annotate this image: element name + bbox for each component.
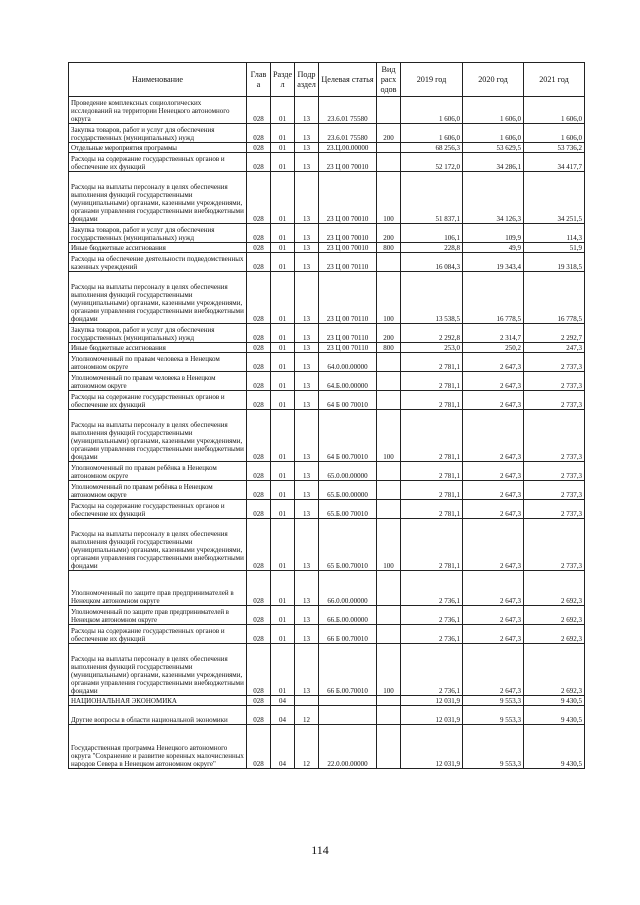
row-2021: 34 417,7 (524, 153, 585, 172)
row-statya: 64.0.00.00000 (319, 353, 377, 372)
row-razdel: 01 (271, 153, 295, 172)
row-2020: 2 647,3 (463, 519, 524, 571)
row-glava: 028 (247, 143, 271, 153)
table-row (69, 172, 585, 224)
table-row (69, 462, 585, 481)
row-razdel: 01 (271, 571, 295, 606)
row-2021: 2 737,3 (524, 481, 585, 500)
row-name: Уполномоченный по правам ребёнка в Ненецком автономном округе (69, 462, 247, 481)
row-2021: 2 737,3 (524, 353, 585, 372)
row-vid (377, 481, 401, 500)
table-row (69, 410, 585, 462)
row-vid: 800 (377, 343, 401, 353)
row-2021: 9 430,5 (524, 725, 585, 769)
row-2019: 1 606,0 (401, 97, 463, 124)
row-glava: 028 (247, 253, 271, 272)
row-name: Закупка товаров, работ и услуг для обеспечения государственных (муниципальных) нужд (69, 224, 247, 243)
table-row (69, 372, 585, 391)
row-2020: 1 606,0 (463, 97, 524, 124)
row-glava: 028 (247, 172, 271, 224)
row-name: Отдельные мероприятия программы (69, 143, 247, 153)
row-2021: 53 736,2 (524, 143, 585, 153)
row-glava: 028 (247, 725, 271, 769)
row-2020: 2 647,3 (463, 481, 524, 500)
row-razdel: 01 (271, 500, 295, 519)
row-vid (377, 353, 401, 372)
row-2021: 247,3 (524, 343, 585, 353)
row-2021: 1 606,0 (524, 124, 585, 143)
row-podrazdel: 13 (295, 644, 319, 696)
header-2020: 2020 год (463, 63, 524, 97)
row-2019: 2 736,1 (401, 571, 463, 606)
row-2019: 228,8 (401, 243, 463, 253)
table-row (69, 343, 585, 353)
row-2020: 2 314,7 (463, 324, 524, 343)
row-2019: 2 292,8 (401, 324, 463, 343)
row-name: Государственная программа Ненецкого автономного округа "Сохранение и развитие коренных малочисленных народов Севера в Ненецком автономном округе" (69, 725, 247, 769)
row-vid (377, 153, 401, 172)
row-2020: 2 647,3 (463, 644, 524, 696)
row-podrazdel: 13 (295, 97, 319, 124)
row-2019: 2 781,1 (401, 372, 463, 391)
row-2020: 9 553,3 (463, 706, 524, 725)
row-2020: 2 647,3 (463, 372, 524, 391)
row-razdel: 01 (271, 644, 295, 696)
row-podrazdel: 13 (295, 519, 319, 571)
row-statya: 23 Ц 00 70110 (319, 324, 377, 343)
row-2021: 2 692,3 (524, 644, 585, 696)
row-2021: 2 692,3 (524, 606, 585, 625)
row-razdel: 01 (271, 172, 295, 224)
row-2019: 2 781,1 (401, 462, 463, 481)
row-2021: 2 737,3 (524, 519, 585, 571)
row-razdel: 01 (271, 353, 295, 372)
row-2021: 2 737,3 (524, 462, 585, 481)
row-name: Уполномоченный по правам ребёнка в Ненецком автономном округе (69, 481, 247, 500)
table-row (69, 153, 585, 172)
row-statya (319, 706, 377, 725)
row-2019: 2 781,1 (401, 519, 463, 571)
row-glava: 028 (247, 343, 271, 353)
row-2020: 2 647,3 (463, 391, 524, 410)
row-glava: 028 (247, 606, 271, 625)
header-2021: 2021 год (524, 63, 585, 97)
row-2019: 2 781,1 (401, 391, 463, 410)
table-row (69, 519, 585, 571)
row-2019: 2 781,1 (401, 353, 463, 372)
row-podrazdel: 13 (295, 324, 319, 343)
row-2020: 2 647,3 (463, 353, 524, 372)
row-podrazdel: 13 (295, 172, 319, 224)
row-statya: 65.Б.00.00000 (319, 481, 377, 500)
row-vid (377, 253, 401, 272)
row-name: Расходы на обеспечение деятельности подведомственных казенных учреждений (69, 253, 247, 272)
row-2020: 9 553,3 (463, 725, 524, 769)
row-statya: 65.0.00.00000 (319, 462, 377, 481)
row-vid (377, 143, 401, 153)
row-podrazdel: 13 (295, 143, 319, 153)
row-razdel: 01 (271, 462, 295, 481)
row-razdel: 01 (271, 391, 295, 410)
row-vid (377, 97, 401, 124)
row-vid (377, 372, 401, 391)
row-statya: 66 Б 00.70010 (319, 625, 377, 644)
row-glava: 028 (247, 644, 271, 696)
row-2019: 2 781,1 (401, 410, 463, 462)
row-name: Расходы на содержание государственных органов и обеспечение их функций (69, 625, 247, 644)
row-vid (377, 500, 401, 519)
row-vid: 200 (377, 224, 401, 243)
row-2019: 16 084,3 (401, 253, 463, 272)
row-statya: 23 Ц 00 70110 (319, 343, 377, 353)
row-razdel: 01 (271, 272, 295, 324)
header-podrazdel: Подр аздел (295, 63, 319, 97)
row-2019: 2 781,1 (401, 481, 463, 500)
row-podrazdel: 13 (295, 606, 319, 625)
row-2019: 12 031,9 (401, 706, 463, 725)
row-2020: 2 647,3 (463, 606, 524, 625)
row-2020: 19 343,4 (463, 253, 524, 272)
row-statya: 65 Б.00.70010 (319, 519, 377, 571)
table-header-row (69, 63, 585, 97)
row-razdel: 01 (271, 97, 295, 124)
header-name: Наименование (69, 63, 247, 97)
row-glava: 028 (247, 224, 271, 243)
row-statya: 64 Б 00.70010 (319, 410, 377, 462)
row-podrazdel: 13 (295, 500, 319, 519)
row-name: Уполномоченный по правам человека в Ненецком автономном округе (69, 353, 247, 372)
table-row (69, 272, 585, 324)
row-vid: 100 (377, 644, 401, 696)
row-name: Расходы на выплаты персоналу в целях обеспечения выполнения функций государственными (муниципальными) органами, казенными учреждениями, органами управления государственными внебюджетными фондами (69, 172, 247, 224)
budget-table (68, 62, 585, 769)
row-glava: 028 (247, 153, 271, 172)
row-2020: 9 553,3 (463, 696, 524, 706)
row-2019: 1 606,0 (401, 124, 463, 143)
row-2019: 13 538,5 (401, 272, 463, 324)
table-row (69, 696, 585, 706)
row-name: Иные бюджетные ассигнования (69, 343, 247, 353)
row-name: Расходы на содержание государственных органов и обеспечение их функций (69, 500, 247, 519)
row-vid (377, 462, 401, 481)
row-2019: 12 031,9 (401, 696, 463, 706)
row-2019: 2 736,1 (401, 625, 463, 644)
row-2019: 253,0 (401, 343, 463, 353)
row-podrazdel: 13 (295, 372, 319, 391)
row-statya: 23.Ц.00.00000 (319, 143, 377, 153)
row-statya: 64 Б 00 70010 (319, 391, 377, 410)
row-razdel: 01 (271, 372, 295, 391)
row-2020: 1 606,0 (463, 124, 524, 143)
row-razdel: 01 (271, 253, 295, 272)
row-2019: 52 172,0 (401, 153, 463, 172)
row-name: Иные бюджетные ассигнования (69, 243, 247, 253)
row-razdel: 01 (271, 625, 295, 644)
row-razdel: 04 (271, 696, 295, 706)
table-row (69, 97, 585, 124)
row-glava: 028 (247, 481, 271, 500)
row-razdel: 01 (271, 243, 295, 253)
table-body (69, 97, 585, 769)
row-razdel: 01 (271, 224, 295, 243)
row-statya: 23 Ц 00 70110 (319, 272, 377, 324)
row-name: НАЦИОНАЛЬНАЯ ЭКОНОМИКА (69, 696, 247, 706)
row-vid: 100 (377, 410, 401, 462)
row-podrazdel: 13 (295, 272, 319, 324)
table-row (69, 625, 585, 644)
row-2020: 2 647,3 (463, 625, 524, 644)
row-glava: 028 (247, 462, 271, 481)
table-row (69, 571, 585, 606)
row-2021: 16 778,5 (524, 272, 585, 324)
row-podrazdel (295, 696, 319, 706)
row-glava: 028 (247, 410, 271, 462)
table-row (69, 725, 585, 769)
row-vid (377, 625, 401, 644)
row-2020: 16 778,5 (463, 272, 524, 324)
row-glava: 028 (247, 571, 271, 606)
row-razdel: 01 (271, 481, 295, 500)
row-vid: 800 (377, 243, 401, 253)
row-2021: 2 292,7 (524, 324, 585, 343)
row-2021: 51,9 (524, 243, 585, 253)
row-glava: 028 (247, 272, 271, 324)
header-vid: Вид расх одов (377, 63, 401, 97)
row-2021: 2 692,3 (524, 625, 585, 644)
row-statya: 66.0.00.00000 (319, 571, 377, 606)
row-2021: 2 737,3 (524, 391, 585, 410)
row-2021: 114,3 (524, 224, 585, 243)
row-razdel: 01 (271, 606, 295, 625)
row-podrazdel: 13 (295, 625, 319, 644)
row-2020: 2 647,3 (463, 462, 524, 481)
row-statya: 23 Ц 00 70010 (319, 243, 377, 253)
row-2019: 12 031,9 (401, 725, 463, 769)
row-podrazdel: 13 (295, 153, 319, 172)
row-vid (377, 696, 401, 706)
table-row (69, 606, 585, 625)
row-name: Расходы на выплаты персоналу в целях обеспечения выполнения функций государственными (муниципальными) органами, казенными учреждениями, органами управления государственными внебюджетными фондами (69, 519, 247, 571)
row-glava: 028 (247, 353, 271, 372)
row-name: Уполномоченный по защите прав предпринимателей в Ненецком автономном округе (69, 571, 247, 606)
row-vid: 200 (377, 324, 401, 343)
row-podrazdel: 13 (295, 124, 319, 143)
row-razdel: 01 (271, 143, 295, 153)
header-glava: Глав а (247, 63, 271, 97)
row-vid (377, 606, 401, 625)
row-razdel: 01 (271, 124, 295, 143)
row-glava: 028 (247, 625, 271, 644)
row-vid (377, 571, 401, 606)
row-razdel: 04 (271, 706, 295, 725)
page-number: 114 (311, 843, 329, 857)
row-podrazdel: 13 (295, 462, 319, 481)
row-podrazdel: 13 (295, 343, 319, 353)
table-row (69, 353, 585, 372)
table-row (69, 253, 585, 272)
row-glava: 028 (247, 97, 271, 124)
row-name: Расходы на выплаты персоналу в целях обеспечения выполнения функций государственными (муниципальными) органами, казенными учреждениями, органами управления государственными внебюджетными фондами (69, 272, 247, 324)
row-2020: 2 647,3 (463, 571, 524, 606)
row-2019: 2 736,1 (401, 644, 463, 696)
row-glava: 028 (247, 696, 271, 706)
row-name: Расходы на содержание государственных органов и обеспечение их функций (69, 391, 247, 410)
table-row (69, 243, 585, 253)
row-podrazdel: 13 (295, 481, 319, 500)
row-name: Уполномоченный по защите прав предпринимателей в Ненецком автономном округе (69, 606, 247, 625)
row-statya (319, 696, 377, 706)
row-2020: 2 647,3 (463, 500, 524, 519)
row-statya: 66.Б.00.00000 (319, 606, 377, 625)
row-statya: 23.6.01 75580 (319, 97, 377, 124)
row-statya: 65.Б.00 70010 (319, 500, 377, 519)
row-name: Расходы на содержание государственных органов и обеспечение их функций (69, 153, 247, 172)
row-razdel: 01 (271, 410, 295, 462)
row-glava: 028 (247, 500, 271, 519)
row-statya: 66 Б.00.70010 (319, 644, 377, 696)
row-2020: 49,9 (463, 243, 524, 253)
row-statya: 22.0.00.00000 (319, 725, 377, 769)
row-2019: 2 781,1 (401, 500, 463, 519)
table-row (69, 124, 585, 143)
row-statya: 23 Ц 00 70010 (319, 172, 377, 224)
row-2019: 2 736,1 (401, 606, 463, 625)
row-name: Проведение комплексных социологических исследований на территории Ненецкого автономного округа (69, 97, 247, 124)
row-name: Закупка товаров, работ и услуг для обеспечения государственных (муниципальных) нужд (69, 124, 247, 143)
row-2021: 19 318,5 (524, 253, 585, 272)
row-name: Расходы на выплаты персоналу в целях обеспечения выполнения функций государственными (муниципальными) органами, казенными учреждениями, органами управления государственными внебюджетными фондами (69, 410, 247, 462)
table-row (69, 143, 585, 153)
row-statya: 23.6.01 75580 (319, 124, 377, 143)
row-2021: 2 737,3 (524, 410, 585, 462)
table-row (69, 481, 585, 500)
row-podrazdel: 13 (295, 253, 319, 272)
header-2019: 2019 год (401, 63, 463, 97)
row-vid: 100 (377, 172, 401, 224)
row-2020: 34 126,3 (463, 172, 524, 224)
row-glava: 028 (247, 243, 271, 253)
row-razdel: 01 (271, 324, 295, 343)
row-podrazdel: 13 (295, 391, 319, 410)
row-statya: 23 Ц 00 70010 (319, 153, 377, 172)
row-statya: 23 Ц 00 70110 (319, 253, 377, 272)
row-name: Другие вопросы в области национальной экономики (69, 706, 247, 725)
row-statya: 64.Б.00.00000 (319, 372, 377, 391)
table-row (69, 706, 585, 725)
row-glava: 028 (247, 324, 271, 343)
row-glava: 028 (247, 124, 271, 143)
row-podrazdel: 13 (295, 353, 319, 372)
row-vid: 100 (377, 272, 401, 324)
row-2020: 250,2 (463, 343, 524, 353)
row-razdel: 01 (271, 343, 295, 353)
row-2021: 9 430,5 (524, 696, 585, 706)
header-statya: Целевая статья (319, 63, 377, 97)
row-2019: 68 256,3 (401, 143, 463, 153)
row-razdel: 04 (271, 725, 295, 769)
row-2021: 2 737,3 (524, 500, 585, 519)
row-2020: 34 286,1 (463, 153, 524, 172)
row-vid: 200 (377, 124, 401, 143)
row-name: Расходы на выплаты персоналу в целях обеспечения выполнения функций государственными (муниципальными) органами, казенными учреждениями, органами управления государственными внебюджетными фондами (69, 644, 247, 696)
row-2021: 1 606,0 (524, 97, 585, 124)
row-podrazdel: 13 (295, 243, 319, 253)
table-row (69, 391, 585, 410)
row-2019: 51 837,1 (401, 172, 463, 224)
row-podrazdel: 13 (295, 224, 319, 243)
row-glava: 028 (247, 391, 271, 410)
row-2020: 109,9 (463, 224, 524, 243)
row-2021: 34 251,5 (524, 172, 585, 224)
row-statya: 23 Ц 00 70010 (319, 224, 377, 243)
row-name: Закупка товаров, работ и услуг для обеспечения государственных (муниципальных) нужд (69, 324, 247, 343)
row-podrazdel: 12 (295, 725, 319, 769)
row-2021: 2 692,3 (524, 571, 585, 606)
row-podrazdel: 13 (295, 571, 319, 606)
table-row (69, 644, 585, 696)
row-glava: 028 (247, 372, 271, 391)
row-2020: 2 647,3 (463, 410, 524, 462)
row-2019: 106,1 (401, 224, 463, 243)
row-podrazdel: 12 (295, 706, 319, 725)
row-podrazdel: 13 (295, 410, 319, 462)
row-2021: 9 430,5 (524, 706, 585, 725)
row-razdel: 01 (271, 519, 295, 571)
row-2021: 2 737,3 (524, 372, 585, 391)
row-2020: 53 629,5 (463, 143, 524, 153)
row-name: Уполномоченный по правам человека в Ненецком автономном округе (69, 372, 247, 391)
row-vid (377, 725, 401, 769)
table-row (69, 224, 585, 243)
row-vid (377, 706, 401, 725)
table-row (69, 324, 585, 343)
row-vid: 100 (377, 519, 401, 571)
row-vid (377, 391, 401, 410)
header-razdel: Разде л (271, 63, 295, 97)
row-glava: 028 (247, 519, 271, 571)
row-glava: 028 (247, 706, 271, 725)
table-row (69, 500, 585, 519)
